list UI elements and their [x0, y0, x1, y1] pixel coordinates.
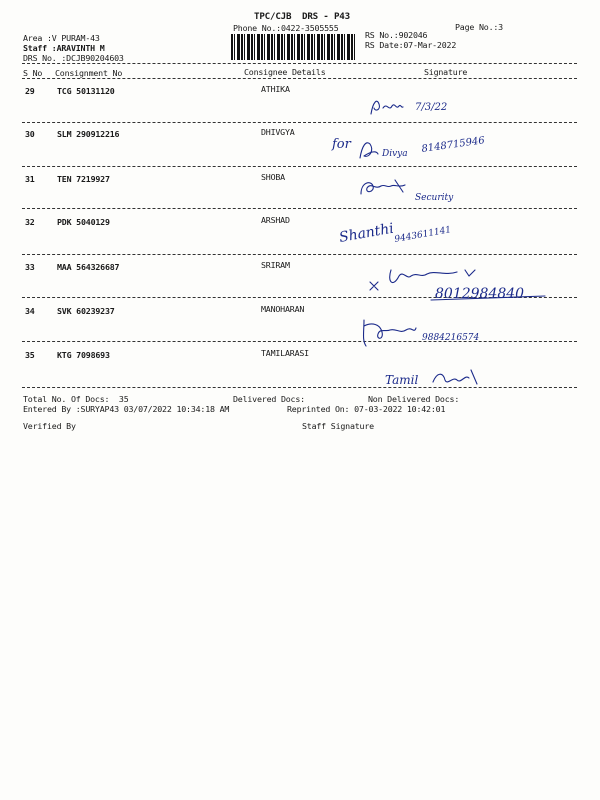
drs-number: DRS No. :DCJB90204603 — [23, 53, 124, 63]
divider — [22, 78, 577, 79]
row-consignment: TCG 50131120 — [57, 86, 115, 96]
document-title: TPC/CJB DRS - P43 — [254, 11, 350, 22]
page-number: Page No.:3 — [455, 22, 503, 32]
row-consignee: SHOBA — [261, 172, 285, 182]
row-sno: 35 — [25, 350, 35, 360]
row-consignee: TAMILARASI — [261, 348, 309, 358]
row-consignee: SRIRAM — [261, 260, 290, 270]
col-header-consignee: Consignee Details — [244, 67, 326, 77]
signature-mark — [360, 312, 530, 352]
row-consignment: PDK 5040129 — [57, 217, 110, 227]
signature-text: Tamil — [385, 373, 419, 387]
row-consignee: ARSHAD — [261, 215, 290, 225]
row-divider — [22, 208, 577, 209]
divider — [22, 63, 577, 64]
rs-number: RS No.:902046 — [365, 30, 428, 40]
barcode — [231, 34, 357, 60]
rs-date: RS Date:07-Mar-2022 — [365, 40, 457, 50]
reprinted-on: Reprinted On: 07-03-2022 10:42:01 — [287, 404, 446, 414]
row-sno: 31 — [25, 174, 35, 184]
row-consignment: MAA 564326687 — [57, 262, 120, 272]
signature-mark — [355, 172, 475, 208]
signature-text: 8012984840 — [435, 286, 525, 302]
signature-text: Shanthi — [337, 220, 395, 246]
signature-text: Divya — [382, 149, 408, 159]
entered-by: Entered By :SURYAP43 03/07/2022 10:34:18 AM — [23, 404, 230, 414]
row-sno: 30 — [25, 129, 35, 139]
total-docs: Total No. Of Docs: 35 — [23, 394, 129, 404]
delivered-docs: Delivered Docs: — [233, 394, 305, 404]
signature-text: 9443611141 — [393, 225, 452, 245]
signature-text: 8148715946 — [420, 135, 486, 155]
col-header-signature: Signature — [424, 67, 468, 77]
row-consignment: TEN 7219927 — [57, 174, 110, 184]
signature-text: 7/3/22 — [415, 102, 448, 113]
row-divider — [22, 254, 577, 255]
row-consignment: SLM 290912216 — [57, 129, 120, 139]
signature-mark — [365, 262, 555, 304]
col-header-sno: S No — [23, 68, 43, 78]
row-consignment: SVK 60239237 — [57, 306, 115, 316]
row-sno: 33 — [25, 262, 35, 272]
row-consignment: KTG 7098693 — [57, 350, 110, 360]
row-sno: 29 — [25, 86, 35, 96]
row-consignee: ATHIKA — [261, 84, 290, 94]
signature-mark — [365, 92, 475, 124]
row-divider — [22, 387, 577, 388]
signature-mark — [337, 212, 480, 252]
area-label: Area :V PURAM-43 — [23, 33, 100, 43]
signature-mark — [383, 362, 493, 394]
signature-text: for — [332, 137, 351, 152]
signature-mark — [330, 128, 500, 168]
staff-label: Staff :ARAVINTH M — [23, 43, 105, 53]
verified-by: Verified By — [23, 421, 76, 431]
staff-signature: Staff Signature — [302, 421, 374, 431]
row-sno: 34 — [25, 306, 35, 316]
phone-number: Phone No.:0422-3505555 — [233, 23, 339, 33]
signature-text: Security — [415, 193, 454, 203]
row-consignee: DHIVGYA — [261, 127, 295, 137]
row-consignee: MANOHARAN — [261, 304, 305, 314]
row-sno: 32 — [25, 217, 35, 227]
signature-text: 9884216574 — [422, 333, 480, 343]
non-delivered-docs: Non Delivered Docs: — [368, 394, 460, 404]
row-divider — [22, 122, 577, 123]
col-header-consignment: Consignment No — [55, 68, 123, 78]
